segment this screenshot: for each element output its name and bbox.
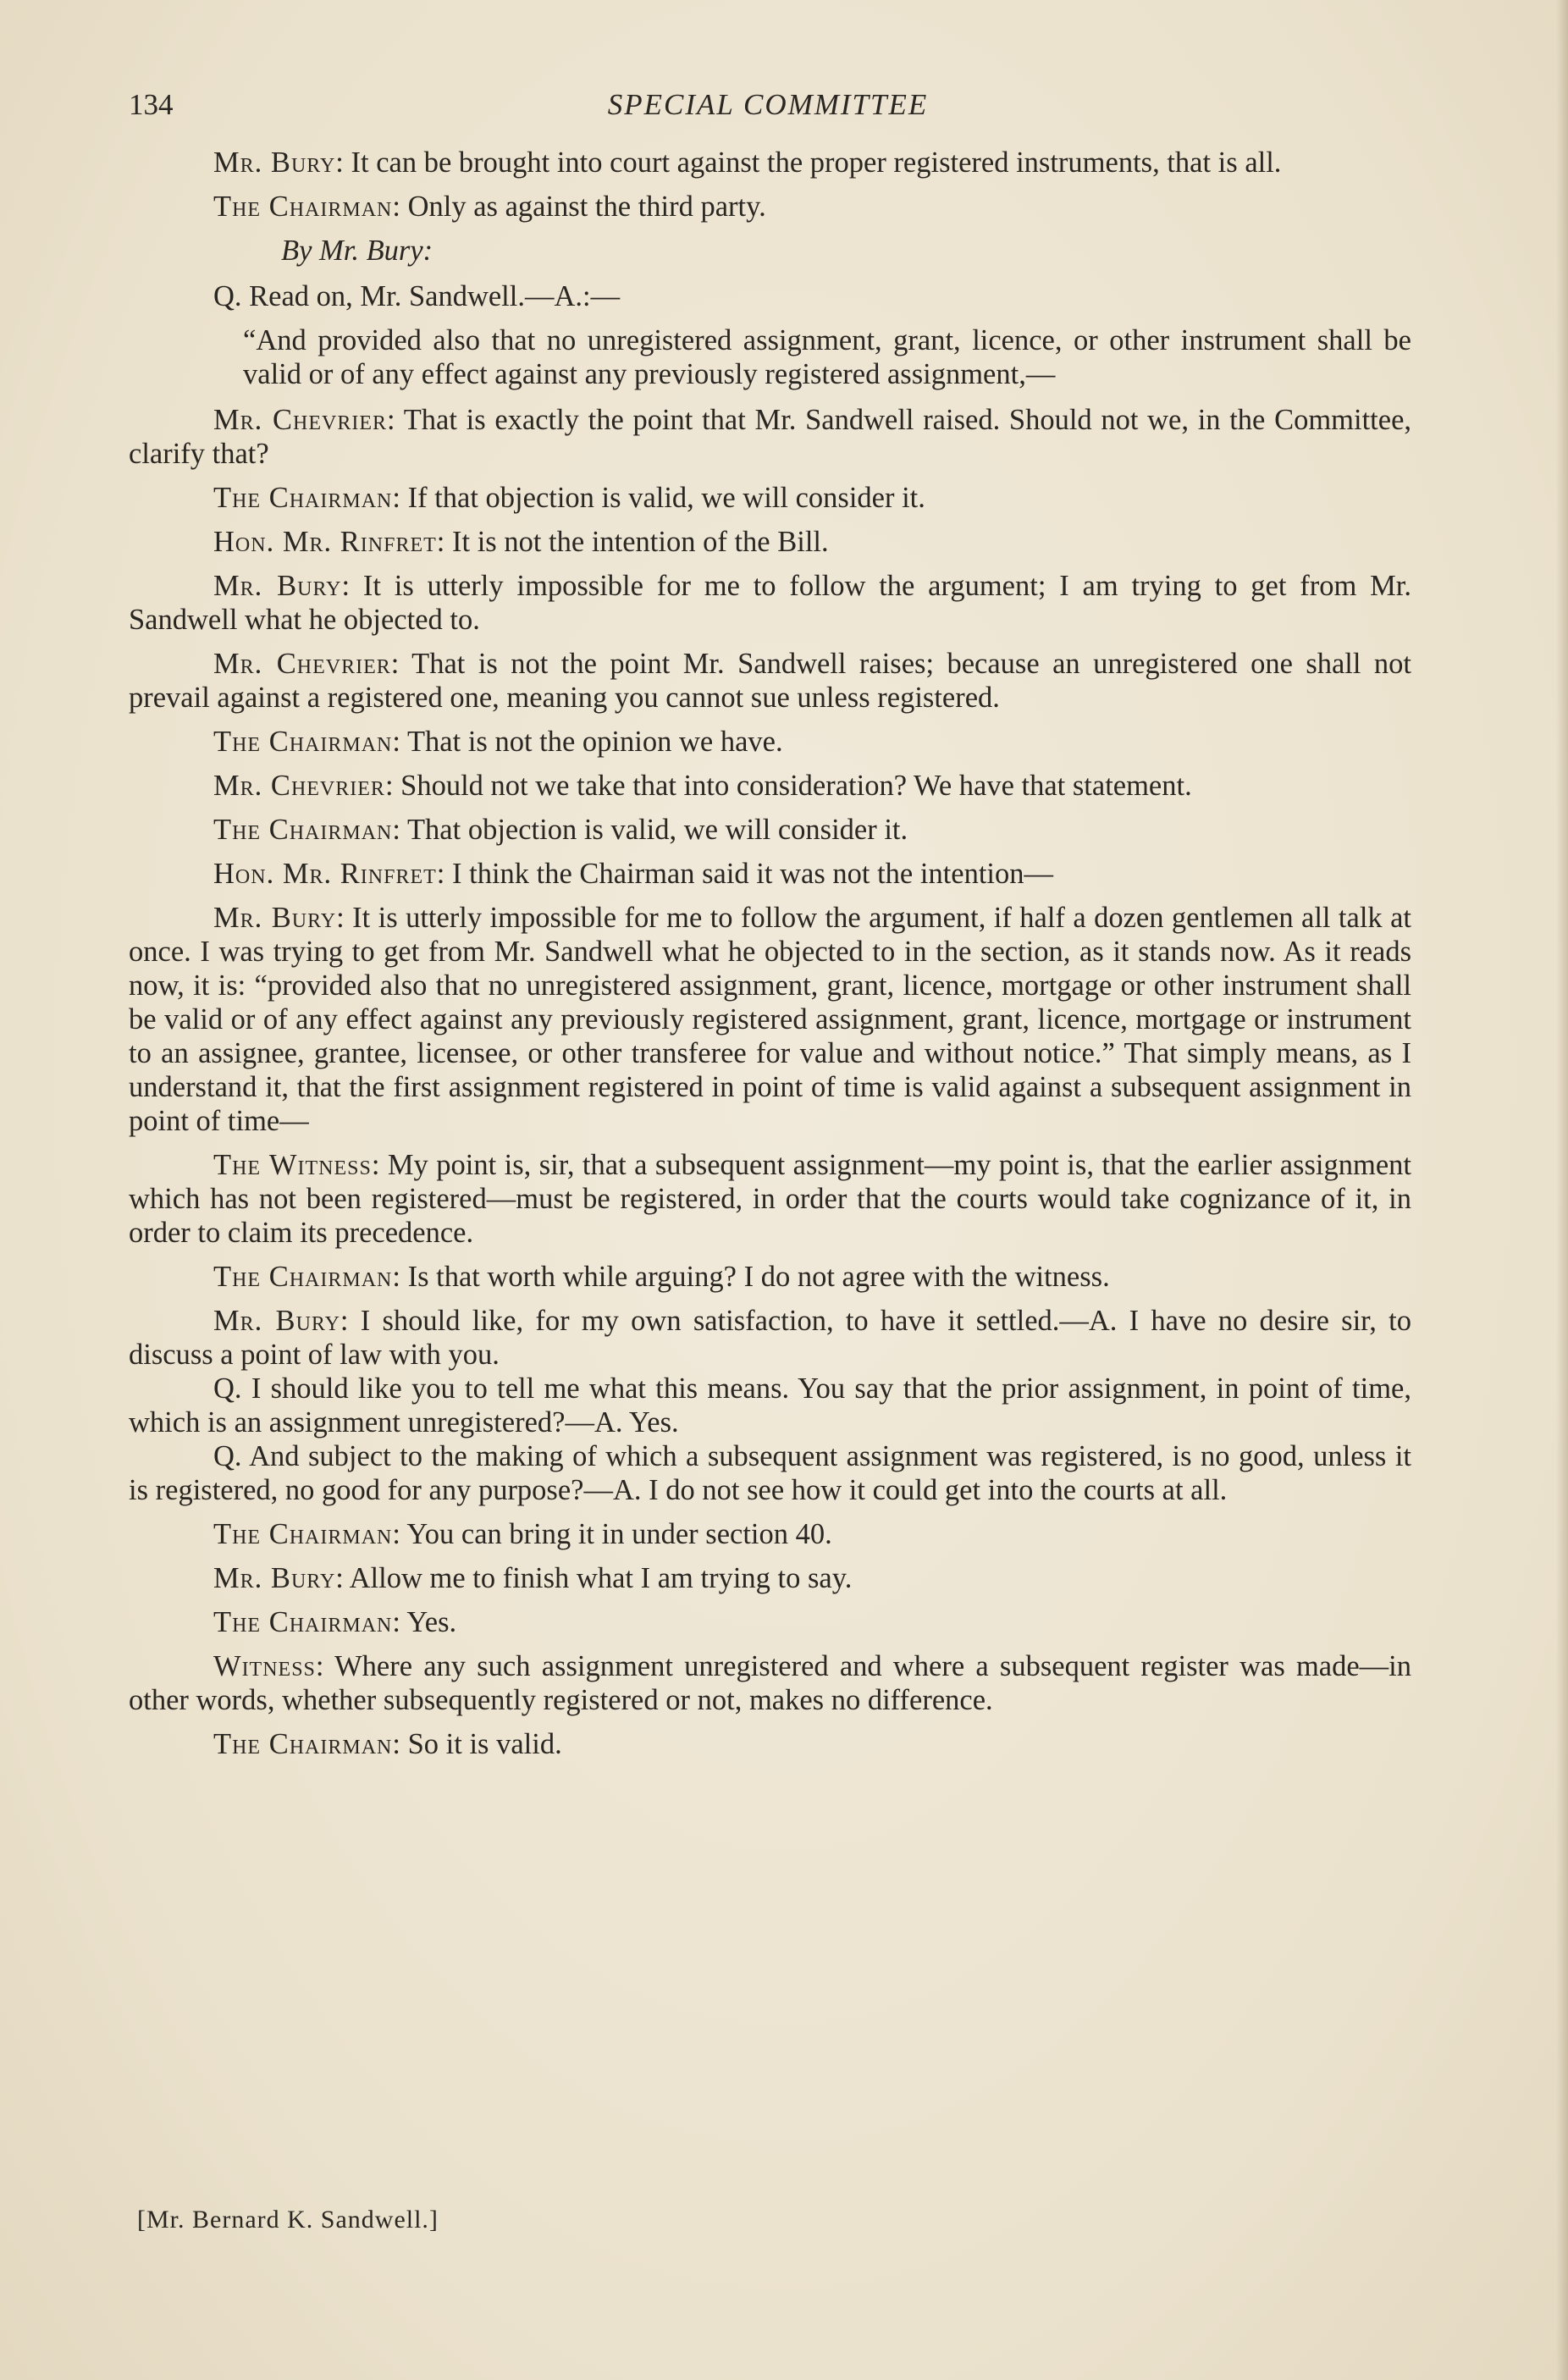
speaker-name: The Chairman (213, 1606, 393, 1638)
speaker-paragraph: Mr. Bury: It is utterly impossible for me to follow the argument, if half a dozen gentlemen all talk at once. I was trying to get from Mr. Sandwell what he objected to in the section, as it stands now. As it reads now, it is: “provided also that no unregistered assignment, grant, licence, mortgage or other instrument shall be valid or of any effect against any previously registered assignment, grant, licence, mortgage or instrument to an assignee, grantee, licensee, or other transferee for value and without notice.” That simply means, as I understand it, that the first assignment registered in point of time is valid against a subsequent assignment in point of time— (129, 902, 1411, 1137)
speaker-name: The Chairman (213, 1518, 393, 1550)
speaker-paragraph: The Chairman: You can bring it in under section 40. (213, 1518, 832, 1550)
speaker-paragraph: The Witness: My point is, sir, that a subsequent assignment—my point is, that the earlier assignment which has not been registered—must be registered, in order that the courts would take cognizance of it, in order to claim its precedence. (129, 1149, 1411, 1249)
speaker-name: Mr. Bury (213, 1305, 340, 1337)
question-answer: Q. Read on, Mr. Sandwell.—A.:— (213, 280, 621, 312)
speech-text: Allow me to finish what I am trying to say. (349, 1562, 853, 1594)
speaker-paragraph: The Chairman: Only as against the third party. (213, 191, 766, 223)
speech-text: I think the Chairman said it was not the intention— (452, 858, 1054, 890)
speaker-name: The Witness (213, 1149, 372, 1181)
speech-text: You can bring it in under section 40. (406, 1518, 832, 1550)
speaker-name: Mr. Chevrier (213, 770, 385, 802)
speech-text: That objection is valid, we will consider it. (406, 814, 908, 846)
speaker-name: The Chairman (213, 482, 393, 514)
speaker-paragraph: Witness: Where any such assignment unregistered and where a subsequent register was made—in other words, whether subsequently registered or not, makes no difference. (129, 1650, 1412, 1716)
speech-text: Should not we take that into consideration? We have that statement. (400, 770, 1192, 802)
speaker-paragraph: Mr. Chevrier: Should not we take that into consideration? We have that statement. (213, 770, 1192, 802)
speaker-paragraph: Hon. Mr. Rinfret: I think the Chairman said it was not the intention— (213, 858, 1054, 890)
speaker-name: Hon. Mr. Rinfret (213, 858, 437, 890)
page-number: 134 (129, 88, 174, 121)
speech-text: It can be brought into court against the proper registered instruments, that is all. (351, 146, 1282, 179)
speaker-paragraph: The Chairman: That is not the opinion we have. (213, 726, 783, 758)
speaker-paragraph: Mr. Bury: Allow me to finish what I am trying to say. (213, 1562, 853, 1594)
witness-footer-note: [Mr. Bernard K. Sandwell.] (137, 2206, 439, 2234)
speech-text: Yes. (406, 1606, 457, 1638)
page-header (129, 88, 1407, 130)
transcript-body (129, 146, 1411, 1771)
speech-text: So it is valid. (407, 1728, 562, 1760)
speaker-paragraph: Mr. Bury: It can be brought into court against the proper registered instruments, that is all. (213, 146, 1282, 179)
speaker-name: Mr. Bury (213, 570, 342, 602)
speaker-paragraph: The Chairman: That objection is valid, we will consider it. (213, 814, 908, 846)
running-title: SPECIAL COMMITTEE (607, 88, 929, 121)
speech-text: If that objection is valid, we will consider it. (407, 482, 925, 514)
speaker-name: Mr. Chevrier (213, 404, 388, 436)
speech-text: My point is, sir, that a subsequent assignment—my point is, that the earlier assignment which has not been registered—must be registered, in order that the courts would take cognizance of it, in order to claim its precedence. (129, 1149, 1411, 1249)
speaker-name: The Chairman (213, 814, 393, 846)
speech-text: Is that worth while arguing? I do not agree with the witness. (407, 1261, 1110, 1293)
speaker-name: The Chairman (213, 726, 393, 758)
speaker-name: Mr. Bury (213, 146, 336, 179)
speaker-name: The Chairman (213, 1728, 393, 1760)
speech-text: That is exactly the point that Mr. Sandwell raised. Should not we, in the Committee, clarify that? (129, 404, 1412, 470)
speech-text: That is not the point Mr. Sandwell raises; because an unregistered one shall not prevail against a registered one, meaning you cannot sue unless registered. (129, 648, 1412, 714)
examiner-byline: By Mr. Bury: (281, 235, 433, 267)
speaker-name: The Chairman (213, 1261, 393, 1293)
speaker-name: Hon. Mr. Rinfret (213, 526, 437, 558)
speech-text: It is utterly impossible for me to follow the argument, if half a dozen gentlemen all talk at once. I was trying to get from Mr. Sandwell what he objected to in the section, as it stands now. As it reads now, it is: “provided also that no unregistered assignment, grant, licence, mortgage or other instrument shall be valid or of any effect against any previously registered assignment, grant, licence, mortgage or instrument to an assignee, grantee, licensee, or other transferee for value and without notice.” That simply means, as I understand it, that the first assignment registered in point of time is valid against a subsequent assignment in point of time— (129, 902, 1411, 1137)
speech-text: Only as against the third party. (407, 191, 766, 223)
speech-text: It is utterly impossible for me to follow the argument; I am trying to get from Mr. Sandwell what he objected to. (129, 570, 1411, 636)
speaker-name: Mr. Bury (213, 902, 337, 934)
speaker-paragraph: Mr. Bury: It is utterly impossible for me to follow the argument; I am trying to get from Mr. Sandwell what he objected to. (129, 570, 1411, 636)
speaker-name: The Chairman (213, 191, 393, 223)
quoted-clause: “And provided also that no unregistered assignment, grant, licence, or other instrument shall be valid or of any effect against any previously registered assignment,— (243, 324, 1411, 390)
speaker-paragraph: The Chairman: Yes. (213, 1606, 457, 1638)
speaker-paragraph: Mr. Bury: I should like, for my own satisfaction, to have it settled.—A. I have no desire sir, to discuss a point of law with you. (129, 1305, 1411, 1371)
speaker-name: Witness (213, 1650, 316, 1682)
speaker-paragraph: Mr. Chevrier: That is not the point Mr. Sandwell raises; because an unregistered one shall not prevail against a registered one, meaning you cannot sue unless registered. (129, 648, 1412, 714)
question-answer: Q. I should like you to tell me what this means. You say that the prior assignment, in point of time, which is an assignment unregistered?—A. Yes. (129, 1372, 1411, 1438)
speaker-paragraph: Mr. Chevrier: That is exactly the point that Mr. Sandwell raised. Should not we, in the Committee, clarify that? (129, 404, 1412, 470)
speaker-name: Mr. Bury (213, 1562, 336, 1594)
speaker-paragraph: Hon. Mr. Rinfret: It is not the intention of the Bill. (213, 526, 829, 558)
speaker-paragraph: The Chairman: If that objection is valid, we will consider it. (213, 482, 925, 514)
speaker-name: Mr. Chevrier (213, 648, 391, 680)
speech-text: It is not the intention of the Bill. (452, 526, 829, 558)
question-answer: Q. And subject to the making of which a subsequent assignment was registered, is no good, unless it is registered, no good for any purpose?—A. I do not see how it could get into the courts at all. (129, 1440, 1411, 1506)
speech-text: Where any such assignment unregistered and where a subsequent register was made—in other words, whether subsequently registered or not, makes no difference. (129, 1650, 1412, 1716)
speaker-paragraph: The Chairman: So it is valid. (213, 1728, 562, 1760)
speaker-paragraph: The Chairman: Is that worth while arguing? I do not agree with the witness. (213, 1261, 1110, 1293)
speech-text: I should like, for my own satisfaction, to have it settled.—A. I have no desire sir, to discuss a point of law with you. (129, 1305, 1411, 1371)
speech-text: That is not the opinion we have. (406, 726, 783, 758)
